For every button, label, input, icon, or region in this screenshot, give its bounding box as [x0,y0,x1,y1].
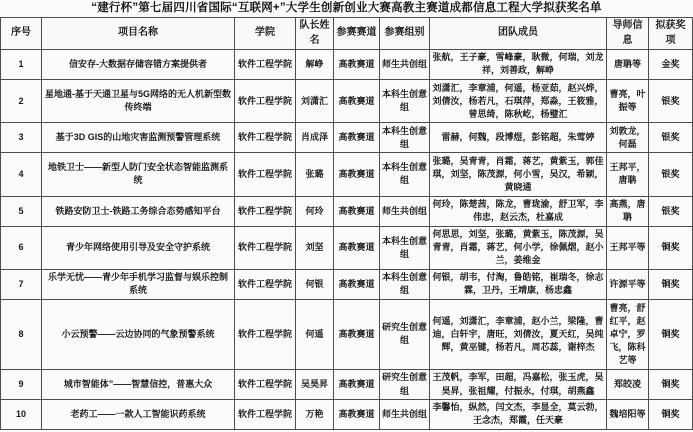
cell-mentors: 唐聃等 [607,50,649,80]
cell-leader: 刘坚 [296,226,334,269]
table-row [1,399,693,429]
cell-project: 青少年网络使用引导及安全守护系统 [42,226,235,269]
cell-mentors: 高燕，唐聃 [607,196,649,226]
column-header-no: 序号 [1,18,42,50]
cell-leader: 肖成泽 [296,123,334,153]
cell-track: 高教赛道 [334,79,380,122]
cell-project: 星地通-基于天通卫星与5G网络的无人机新型数传终端 [42,79,235,122]
cell-track: 高教赛道 [334,50,380,80]
cell-project: 小云预警——云边协同的气象预警系统 [42,299,235,369]
column-header-members: 团队成员 [430,18,607,50]
cell-award: 铜奖 [649,269,693,299]
cell-college: 软件工程学院 [235,269,296,299]
cell-college: 软件工程学院 [235,370,296,400]
cell-track: 高教赛道 [334,299,380,369]
cell-mentors: 刘敦龙，何磊 [607,123,649,153]
cell-no: 1 [1,50,42,80]
cell-award: 银奖 [649,196,693,226]
cell-mentors: 曹亮，叶振等 [607,79,649,122]
cell-project: 铁路安防卫士-铁路工务综合态势感知平台 [42,196,235,226]
cell-leader: 解峥 [296,50,334,80]
awards-table-body [1,50,693,430]
column-header-project: 项目名称 [42,18,235,50]
cell-track: 高教赛道 [334,226,380,269]
cell-college: 软件工程学院 [235,50,296,80]
cell-leader: 何玲 [296,196,334,226]
table-row [1,50,693,80]
cell-award: 铜奖 [649,370,693,400]
table-row [1,226,693,269]
cell-no: 10 [1,399,42,429]
cell-mentors: 郑皎凌 [607,370,649,400]
column-header-track: 参赛赛道 [334,18,380,50]
cell-group: 师生共创组 [380,399,430,429]
cell-award: 银奖 [649,123,693,153]
cell-college: 软件工程学院 [235,226,296,269]
table-row [1,79,693,122]
cell-group: 师生共创组 [380,196,430,226]
cell-group: 本科生创意组 [380,269,430,299]
cell-award: 铜奖 [649,226,693,269]
cell-members: 张航，王子豪，雪峰豪，耿微，何瑞，刘龙祥，刘善政，解峥 [430,50,607,80]
cell-group: 本科生创意组 [380,123,430,153]
cell-group: 本科生创意组 [380,79,430,122]
table-row [1,370,693,400]
cell-group: 师生共创组 [380,50,430,80]
cell-leader: 何遥 [296,299,334,369]
table-row [1,196,693,226]
cell-no: 6 [1,226,42,269]
cell-college: 软件工程学院 [235,79,296,122]
cell-leader: 何银 [296,269,334,299]
cell-no: 8 [1,299,42,369]
cell-project: 城市智能体”——智慧信控，普惠大众 [42,370,235,400]
cell-project: 乐学无忧——青少年手机学习监督与娱乐控制系统 [42,269,235,299]
cell-members: 王茂帆，李军，田超，冯嘉松，张玉虎，吴昊昇，张祖耀，付振永，付琪，胡燕鑫 [430,370,607,400]
cell-members: 何思思，刘坚，张璐，黄紫玉，陈茂源，吴青青，肖霜，蒋艺，何小学，徐佩熠，赵小兰，姜维金 [430,226,607,269]
cell-award: 铜奖 [649,399,693,429]
cell-no: 4 [1,153,42,196]
cell-project: 基于3D GIS的山地灾害监测预警管理系统 [42,123,235,153]
cell-track: 高教赛道 [334,399,380,429]
cell-members: 何银，胡韦，付淘，鲁皓铭，崔瑞冬，徐志霖，卫丹，王靖康，杨忠鑫 [430,269,607,299]
cell-group: 研究生创意组 [380,299,430,369]
cell-no: 3 [1,123,42,153]
awards-table [0,17,693,430]
cell-award: 银奖 [649,153,693,196]
cell-track: 高教赛道 [334,269,380,299]
cell-award: 金奖 [649,50,693,80]
cell-college: 软件工程学院 [235,196,296,226]
cell-track: 高教赛道 [334,123,380,153]
cell-college: 软件工程学院 [235,399,296,429]
table-row [1,299,693,369]
cell-no: 7 [1,269,42,299]
column-header-college: 学院 [235,18,296,50]
document-title: “建行杯”第七届四川省国际“互联网+”大学生创新创业大赛高教主赛道成都信息工程大学拟获奖名单 [91,2,602,14]
cell-track: 高教赛道 [334,153,380,196]
cell-leader: 吴昊昇 [296,370,334,400]
cell-members: 何遥，刘潇汇，李章浦，赵小兰，梁隆，曹迪，白轩宇，唐旺，刘倩汝，夏天红，吴纯辉，黄巫键，杨若凡，周芯蕊，谢梓杰 [430,299,607,369]
cell-mentors: 曹亮，舒红平，赵卓宁，罗飞，陈科艺等 [607,299,649,369]
cell-group: 本科生创意组 [380,226,430,269]
cell-members: 张璐，吴青青，肖霜，蒋艺，黄紫玉，郭佳琪，刘坚，陈茂源，何小雪，吴汉，希颖，黄晓通 [430,153,607,196]
cell-leader: 万艳 [296,399,334,429]
cell-project: 信安存-大数据存储容错方案提供者 [42,50,235,80]
cell-members: 刘潇汇，李章浦，何遥，杨亚茹，赵兴烨，刘倩汝，杨若凡，石琪萍，郑淼，王筱雅，曾思绮，陈秋屹，杨璧汇 [430,79,607,122]
cell-mentors: 王邦平等 [607,226,649,269]
table-row [1,123,693,153]
cell-project: 老药工——一款人工智能识药系统 [42,399,235,429]
cell-members: 李馨怡，纵然，闫文杰，李显全，莫云勃，王念杰，郑霞，任天豪 [430,399,607,429]
cell-track: 高教赛道 [334,196,380,226]
cell-mentors: 许源平等 [607,269,649,299]
column-header-leader: 队长姓名 [296,18,334,50]
table-row [1,269,693,299]
cell-members: 雷赫，何魏，段博煜，彭铭超，朱莺婷 [430,123,607,153]
column-header-mentors: 导师信息 [607,18,649,50]
cell-no: 5 [1,196,42,226]
cell-group: 本科生创意组 [380,153,430,196]
cell-award: 铜奖 [649,299,693,369]
cell-college: 软件工程学院 [235,153,296,196]
cell-college: 软件工程学院 [235,299,296,369]
cell-mentors: 王邦平，唐聃 [607,153,649,196]
cell-no: 2 [1,79,42,122]
cell-award: 银奖 [649,79,693,122]
column-header-award: 拟获奖项 [649,18,693,50]
cell-college: 软件工程学院 [235,123,296,153]
cell-group: 研究生创意组 [380,370,430,400]
cell-mentors: 魏培阳等 [607,399,649,429]
table-row [1,153,693,196]
cell-project: 地铁卫士——新型人防门安全状态智能监测系统 [42,153,235,196]
column-header-group: 参赛组别 [380,18,430,50]
cell-no: 9 [1,370,42,400]
cell-leader: 张璐 [296,153,334,196]
cell-members: 何玲，陈楚茜，陈龙，曹珑渝，舒卫军，李伟忠，赵云杰，杜嘉成 [430,196,607,226]
cell-leader: 刘潇汇 [296,79,334,122]
cell-track: 高教赛道 [334,370,380,400]
table-header-row [1,18,693,50]
